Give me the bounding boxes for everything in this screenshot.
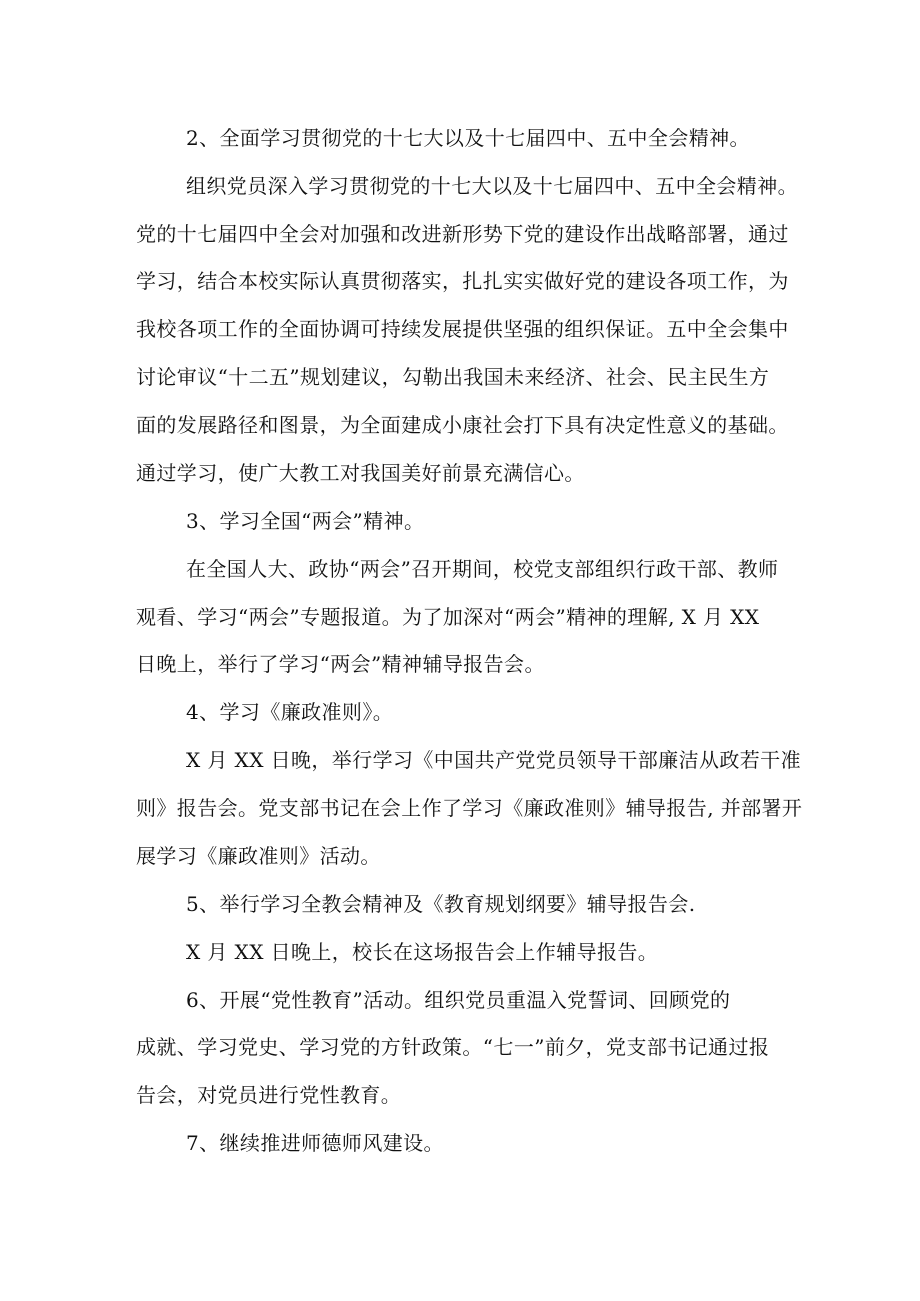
paragraph-line: 在全国人大、政协“两会”召开期间，校党支部组织行政干部、教师 <box>186 557 779 581</box>
paragraph-line: 日晚上，举行了学习“两会”精神辅导报告会。 <box>136 652 545 676</box>
paragraph-line: 组织党员深入学习贯彻党的十七大以及十七届四中、五中全会精神。 <box>186 174 798 198</box>
paragraph-line: 讨论审议“十二五”规划建议，勾勒出我国未来经济、社会、民主民生方 <box>136 365 770 389</box>
heading-item-5: 5、举行学习全教会精神及《教育规划纲要》辅导报告会. <box>186 892 696 916</box>
paragraph-line: 观看、学习“两会”专题报道。为了加深对“两会”精神的理解, X 月 XX <box>136 605 760 629</box>
paragraph-line: 告会，对党员进行党性教育。 <box>136 1083 402 1107</box>
paragraph-line: X 月 XX 日晚，举行学习《中国共产党党员领导干部廉洁从政若干准 <box>186 748 801 772</box>
paragraph-line: 则》报告会。党支部书记在会上作了学习《廉政准则》辅导报告, 并部署开 <box>136 796 803 820</box>
paragraph-line: 展学习《廉政准则》活动。 <box>136 844 381 868</box>
paragraph-line: 党的十七届四中全会对加强和改进新形势下党的建设作出战略部署，通过 <box>136 222 789 246</box>
heading-item-3: 3、学习全国“两会”精神。 <box>186 509 425 533</box>
heading-item-2: 2、全面学习贯彻党的十七大以及十七届四中、五中全会精神。 <box>186 126 750 150</box>
paragraph-line: 面的发展路径和图景，为全面建成小康社会打下具有决定性意义的基础。 <box>136 413 789 437</box>
paragraph-line: X 月 XX 日晚上，校长在这场报告会上作辅导报告。 <box>186 940 659 964</box>
paragraph-line: 学习，结合本校实际认真贯彻落实，扎扎实实做好党的建设各项工作，为 <box>136 269 789 293</box>
heading-item-4: 4、学习《廉政准则》。 <box>186 700 394 724</box>
paragraph-line: 通过学习，使广大教工对我国美好前景充满信心。 <box>136 461 585 485</box>
paragraph-line: 我校各项工作的全面协调可持续发展提供坚强的组织保证。五中全会集中 <box>136 317 789 341</box>
heading-item-6: 6、开展“党性教育”活动。组织党员重温入党誓词、回顾党的 <box>186 988 731 1012</box>
heading-item-7: 7、继续推进师德师风建设。 <box>186 1131 444 1155</box>
paragraph-line: 成就、学习党史、学习党的方针政策。“七一”前夕，党支部书记通过报 <box>136 1035 770 1059</box>
